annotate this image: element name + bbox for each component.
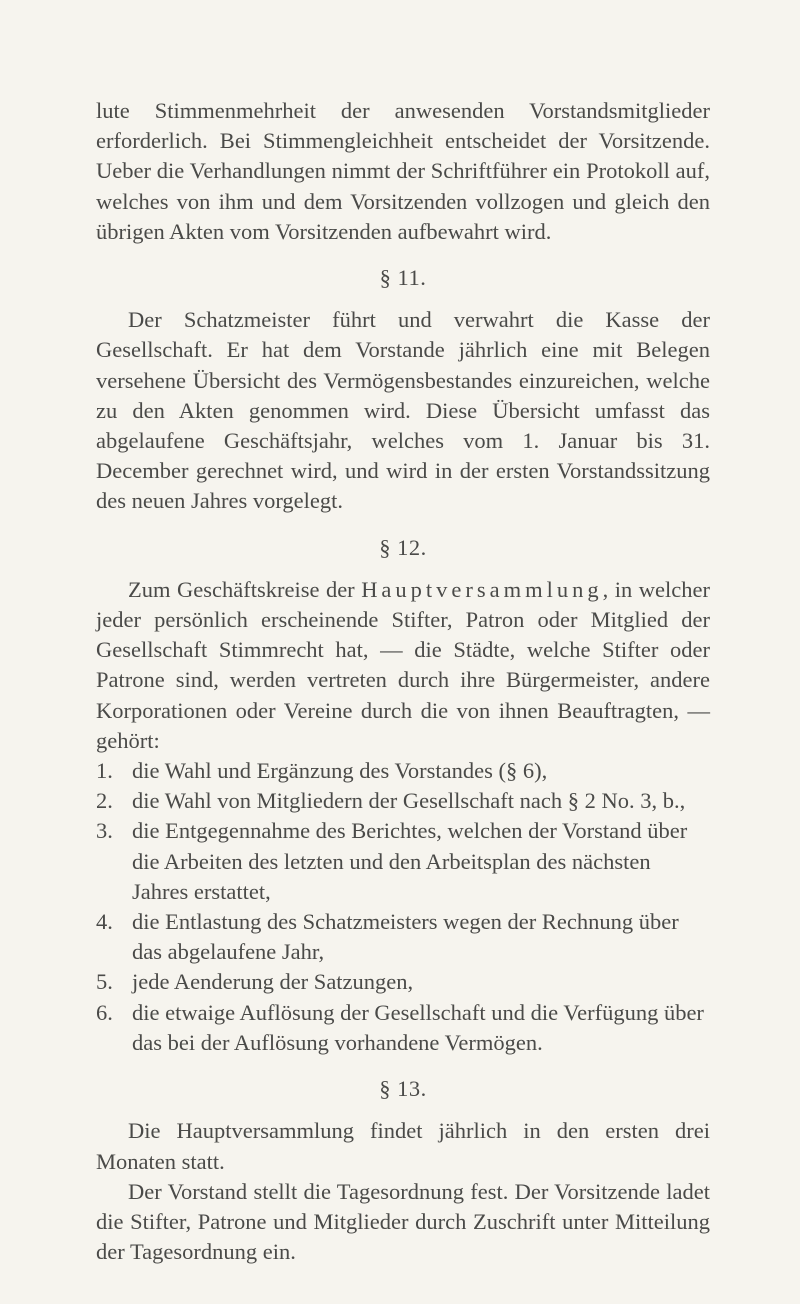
list-item xyxy=(96,786,710,816)
list-item xyxy=(96,967,710,997)
list-item-number: 4. xyxy=(96,909,113,935)
section-13-paragraph-1: Die Hauptversammlung findet jährlich in den ersten drei Monaten statt. xyxy=(96,1118,710,1174)
section-12-list xyxy=(96,756,710,1058)
list-item xyxy=(96,756,710,786)
list-item xyxy=(96,816,710,907)
section-11-paragraph: Der Schatzmeister führt und verwahrt die Kasse der Gesellschaft. Er hat dem Vorstande jährlich eine mit Belegen versehene Übersicht des Vermögensbestandes einzureichen, welche zu den Akten genommen wird. Diese Übersicht umfasst das abgelaufene Geschäftsjahr, welches vom 1. Januar bis 31. December gerechnet wird, und wird in der ersten Vorstandssitzung des neuen Jahres vorgelegt. xyxy=(96,307,710,514)
list-item-number: 5. xyxy=(96,969,113,995)
section-12-paragraph xyxy=(96,575,710,756)
hauptversammlung-emphasis: Hauptversammlung xyxy=(361,576,603,602)
section-13-paragraph-2: Der Vorstand stellt die Tagesordnung fest. Der Vorsitzende ladet die Stifter, Patrone und Mitglieder durch Zuschrift unter Mitteilung der Tagesordnung ein. xyxy=(96,1178,710,1265)
document-page xyxy=(96,96,710,1267)
list-item-text: die etwaige Auflösung der Gesellschaft und die Verfügung über das bei der Auflösung vorhandene Vermögen. xyxy=(132,999,704,1055)
list-item-number: 3. xyxy=(96,818,113,844)
list-item xyxy=(96,998,710,1058)
list-item xyxy=(96,907,710,967)
section-13-body xyxy=(96,1116,710,1267)
list-item-number: 1. xyxy=(96,758,113,784)
list-item-text: die Wahl und Ergänzung des Vorstandes (§ 6), xyxy=(132,758,548,784)
list-item-number: 6. xyxy=(96,999,113,1025)
section-12-text-before: Zum Geschäftskreise der xyxy=(128,576,355,602)
intro-paragraph: lute Stimmenmehrheit der anwesenden Vorstandsmitglieder erforderlich. Bei Stimmengleichheit entscheidet der Vorsitzende. Ueber die Verhandlungen nimmt der Schriftführer ein Protokoll auf, welches von ihm und dem Vorsitzenden vollzogen und gleich den übrigen Akten vom Vorsitzenden aufbewahrt wird. xyxy=(96,98,710,244)
section-12-heading: § 12. xyxy=(379,534,427,560)
list-item-text: die Entlastung des Schatzmeisters wegen der Rechnung über das abgelaufene Jahr, xyxy=(132,909,679,965)
list-item-text: jede Aenderung der Satzungen, xyxy=(132,969,414,995)
section-11-heading: § 11. xyxy=(379,265,427,291)
section-12-text-after: , in welcher jeder persönlich erscheinende Stifter, Patron oder Mitglied der Gesellschaft Stimmrecht hat, — die Städte, welche Stifter oder Patrone sind, werden vertreten durch ihre Bürgermeister, andere Korporationen oder Vereine durch die von ihnen Beauftragten, — gehört: xyxy=(96,576,710,753)
list-item-text: die Wahl von Mitgliedern der Gesellschaft nach § 2 No. 3, b., xyxy=(132,788,686,814)
section-13-heading: § 13. xyxy=(379,1076,427,1102)
list-item-text: die Entgegennahme des Berichtes, welchen der Vorstand über die Arbeiten des letzten und den Arbeitsplan des nächsten Jahres erstattet, xyxy=(132,818,688,904)
list-item-number: 2. xyxy=(96,788,113,814)
